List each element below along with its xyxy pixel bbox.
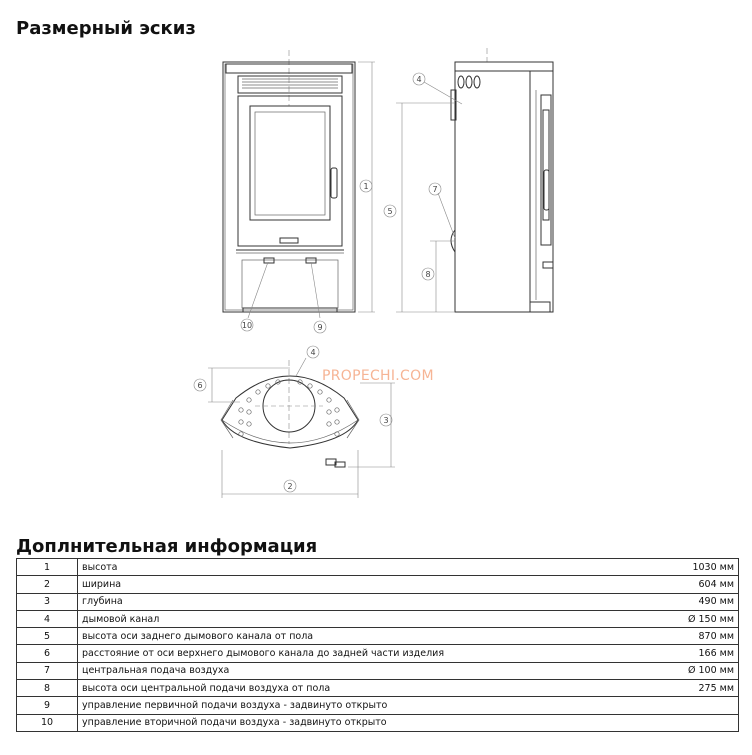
callout-5: 5 — [387, 207, 393, 216]
side-view — [396, 48, 553, 312]
row-value: 1030 мм — [640, 559, 739, 576]
table-row — [17, 645, 739, 662]
row-number: 5 — [17, 628, 78, 645]
row-number: 2 — [17, 576, 78, 593]
row-number: 4 — [17, 610, 78, 627]
row-number: 10 — [17, 714, 78, 731]
table-row — [17, 680, 739, 697]
info-title: Доплнительная информация — [16, 536, 318, 557]
row-value: Ø 100 мм — [640, 662, 739, 679]
row-description: центральная подача воздуха — [78, 662, 641, 679]
row-number: 8 — [17, 680, 78, 697]
table-row — [17, 559, 739, 576]
callout-10: 10 — [241, 321, 253, 330]
callout-labels — [194, 73, 441, 492]
row-value: 275 мм — [640, 680, 739, 697]
row-value: 870 мм — [640, 628, 739, 645]
table-row — [17, 628, 739, 645]
row-number: 9 — [17, 697, 78, 714]
table-row — [17, 714, 739, 731]
row-number: 3 — [17, 593, 78, 610]
callout-4-side: 4 — [416, 75, 422, 84]
table-row — [17, 662, 739, 679]
callout-8: 8 — [425, 270, 431, 279]
callout-4-top: 4 — [310, 348, 316, 357]
row-number: 6 — [17, 645, 78, 662]
row-description: высота оси заднего дымового канала от пола — [78, 628, 641, 645]
table-row — [17, 697, 739, 714]
row-value: 490 мм — [640, 593, 739, 610]
row-value — [640, 697, 739, 714]
table-row — [17, 576, 739, 593]
table-row — [17, 593, 739, 610]
callout-1: 1 — [363, 182, 369, 191]
row-description: дымовой канал — [78, 610, 641, 627]
front-view — [223, 50, 375, 318]
callout-3: 3 — [383, 416, 389, 425]
row-description: высота — [78, 559, 641, 576]
watermark: PROPECHI.COM — [322, 368, 434, 384]
row-value: 166 мм — [640, 645, 739, 662]
row-value: Ø 150 мм — [640, 610, 739, 627]
row-number: 7 — [17, 662, 78, 679]
dimension-sketch — [0, 40, 752, 510]
table-row — [17, 610, 739, 627]
callout-6: 6 — [197, 381, 203, 390]
row-number: 1 — [17, 559, 78, 576]
row-description: управление первичной подачи воздуха - задвинуто открыто — [78, 697, 641, 714]
callout-7: 7 — [432, 185, 438, 194]
row-description: высота оси центральной подачи воздуха от пола — [78, 680, 641, 697]
row-description: глубина — [78, 593, 641, 610]
info-table — [16, 558, 739, 732]
row-value — [640, 714, 739, 731]
row-description: расстояние от оси верхнего дымового канала до задней части изделия — [78, 645, 641, 662]
callout-2: 2 — [287, 482, 293, 491]
callout-9: 9 — [317, 323, 323, 332]
section-title: Размерный эскиз — [16, 18, 196, 39]
row-value: 604 мм — [640, 576, 739, 593]
row-description: управление вторичной подачи воздуха - задвинуто открыто — [78, 714, 641, 731]
row-description: ширина — [78, 576, 641, 593]
